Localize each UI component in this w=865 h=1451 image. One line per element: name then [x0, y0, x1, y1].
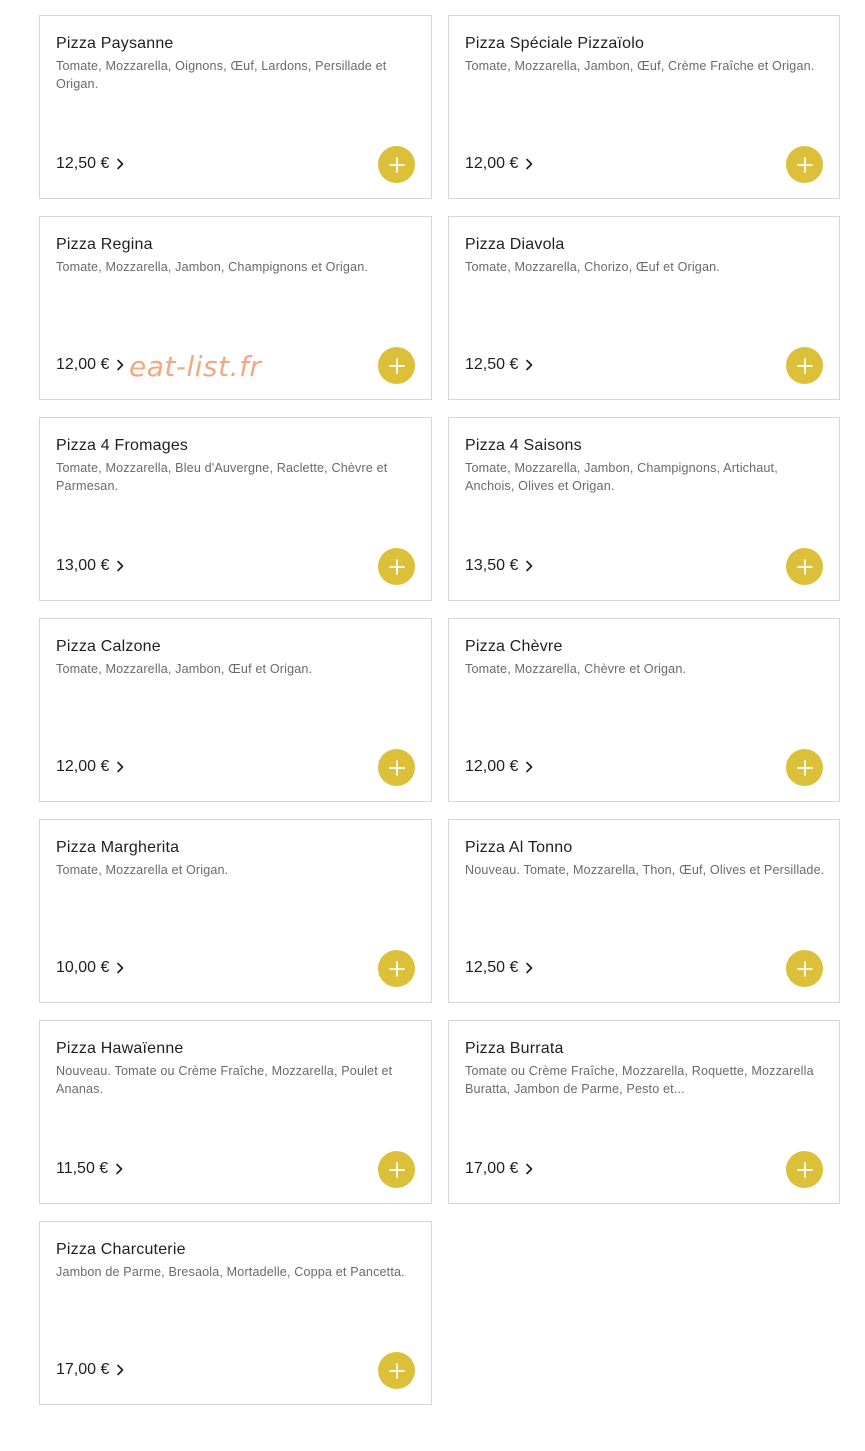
plus-icon	[796, 759, 814, 777]
menu-item-description: Jambon de Parme, Bresaola, Mortadelle, Coppa et Pancetta.	[56, 1265, 405, 1279]
chevron-right-icon	[113, 157, 127, 171]
menu-item-price-link[interactable]	[465, 155, 536, 173]
menu-item-description: Tomate, Mozzarella et Origan.	[56, 863, 229, 877]
add-to-cart-button[interactable]	[786, 347, 823, 384]
menu-item-description: Tomate, Mozzarella, Jambon, Œuf, Crème Fraîche et Origan.	[465, 59, 815, 73]
menu-item-name: Pizza Paysanne	[56, 35, 174, 52]
menu-item-price-link[interactable]	[56, 1160, 126, 1178]
menu-item-price-link[interactable]	[465, 557, 536, 575]
menu-item-description: Tomate ou Crème Fraîche, Mozzarella, Roquette, Mozzarella Buratta, Jambon de Parme, Pesto et...	[465, 1064, 814, 1096]
plus-icon	[796, 357, 814, 375]
menu-item-card[interactable]	[39, 819, 432, 1003]
menu-item-description: Tomate, Mozzarella, Jambon, Œuf et Origan.	[56, 662, 313, 676]
menu-item-price: 12,00 €	[465, 155, 519, 172]
menu-item-description: Tomate, Mozzarella, Jambon, Champignons, Artichaut, Anchois, Olives et Origan.	[465, 461, 778, 493]
plus-icon	[796, 1161, 814, 1179]
plus-icon	[388, 357, 406, 375]
menu-item-price-link[interactable]	[465, 959, 536, 977]
menu-item-card[interactable]	[39, 618, 432, 802]
chevron-right-icon	[113, 1363, 127, 1377]
plus-icon	[388, 156, 406, 174]
chevron-right-icon	[522, 157, 536, 171]
menu-grid	[39, 15, 840, 1405]
menu-item-name: Pizza Burrata	[465, 1040, 564, 1057]
add-to-cart-button[interactable]	[378, 347, 415, 384]
menu-item-name: Pizza Charcuterie	[56, 1241, 186, 1258]
add-to-cart-button[interactable]	[786, 1151, 823, 1188]
menu-item-price-link[interactable]	[56, 356, 127, 374]
menu-item-description: Nouveau. Tomate ou Crème Fraîche, Mozzarella, Poulet et Ananas.	[56, 1064, 393, 1096]
plus-icon	[796, 156, 814, 174]
menu-item-price: 10,00 €	[56, 959, 110, 976]
menu-item-price-link[interactable]	[56, 155, 127, 173]
menu-item-card[interactable]	[39, 15, 432, 199]
menu-item-card[interactable]	[39, 1221, 432, 1405]
watermark: eat-list.fr	[129, 350, 262, 383]
menu-item-name: Pizza Margherita	[56, 839, 180, 856]
menu-item-description: Tomate, Mozzarella, Chorizo, Œuf et Origan.	[465, 260, 720, 274]
menu-item-description: Tomate, Mozzarella, Oignons, Œuf, Lardons, Persillade et Origan.	[56, 59, 387, 91]
chevron-right-icon	[522, 358, 536, 372]
add-to-cart-button[interactable]	[378, 950, 415, 987]
menu-item-price: 13,50 €	[465, 557, 519, 574]
menu-item-price: 11,50 €	[56, 1160, 109, 1177]
chevron-right-icon	[113, 559, 127, 573]
add-to-cart-button[interactable]	[378, 749, 415, 786]
menu-item-name: Pizza Diavola	[465, 236, 565, 253]
menu-item-name: Pizza Hawaïenne	[56, 1040, 184, 1057]
add-to-cart-button[interactable]	[378, 548, 415, 585]
plus-icon	[388, 960, 406, 978]
menu-item-price-link[interactable]	[56, 959, 127, 977]
menu-item-card[interactable]	[448, 819, 840, 1003]
menu-item-card[interactable]	[448, 216, 840, 400]
menu-item-card[interactable]	[39, 417, 432, 601]
chevron-right-icon	[522, 961, 536, 975]
menu-item-price: 12,00 €	[56, 356, 110, 373]
plus-icon	[388, 1161, 406, 1179]
menu-item-price-link[interactable]	[56, 557, 127, 575]
plus-icon	[388, 759, 406, 777]
menu-item-price: 12,50 €	[465, 356, 519, 373]
menu-item-name: Pizza 4 Fromages	[56, 437, 189, 454]
chevron-right-icon	[113, 760, 127, 774]
add-to-cart-button[interactable]	[786, 950, 823, 987]
add-to-cart-button[interactable]	[378, 146, 415, 183]
add-to-cart-button[interactable]	[786, 749, 823, 786]
menu-item-description: Nouveau. Tomate, Mozzarella, Thon, Œuf, Olives et Persillade.	[465, 863, 825, 877]
menu-item-price: 17,00 €	[465, 1160, 519, 1177]
menu-item-name: Pizza Regina	[56, 236, 153, 253]
menu-item-price: 12,00 €	[56, 758, 110, 775]
menu-item-price: 13,00 €	[56, 557, 110, 574]
menu-item-price: 12,00 €	[465, 758, 519, 775]
chevron-right-icon	[522, 559, 536, 573]
menu-item-card[interactable]	[39, 1020, 432, 1204]
menu-item-name: Pizza Spéciale Pizzaïolo	[465, 35, 645, 52]
menu-item-price: 12,50 €	[465, 959, 519, 976]
menu-item-card[interactable]	[448, 1020, 840, 1204]
menu-item-description: Tomate, Mozzarella, Bleu d'Auvergne, Raclette, Chèvre et Parmesan.	[56, 461, 388, 493]
menu-item-price-link[interactable]	[56, 1361, 127, 1379]
menu-item-card[interactable]	[448, 618, 840, 802]
menu-item-price-link[interactable]	[56, 758, 127, 776]
chevron-right-icon	[113, 961, 127, 975]
menu-item-card[interactable]	[448, 417, 840, 601]
chevron-right-icon	[112, 1162, 126, 1176]
plus-icon	[388, 558, 406, 576]
chevron-right-icon	[113, 358, 127, 372]
menu-item-price-link[interactable]	[465, 1160, 536, 1178]
menu-item-card[interactable]	[448, 15, 840, 199]
add-to-cart-button[interactable]	[378, 1151, 415, 1188]
plus-icon	[388, 1362, 406, 1380]
plus-icon	[796, 960, 814, 978]
menu-item-name: Pizza 4 Saisons	[465, 437, 582, 454]
menu-item-name: Pizza Al Tonno	[465, 839, 573, 856]
menu-item-price: 12,50 €	[56, 155, 110, 172]
menu-item-description: Tomate, Mozzarella, Jambon, Champignons et Origan.	[56, 260, 368, 274]
menu-item-price: 17,00 €	[56, 1361, 110, 1378]
add-to-cart-button[interactable]	[378, 1352, 415, 1389]
menu-item-name: Pizza Chèvre	[465, 638, 563, 655]
chevron-right-icon	[522, 760, 536, 774]
menu-item-price-link[interactable]	[465, 356, 536, 374]
chevron-right-icon	[522, 1162, 536, 1176]
add-to-cart-button[interactable]	[786, 146, 823, 183]
add-to-cart-button[interactable]	[786, 548, 823, 585]
menu-item-name: Pizza Calzone	[56, 638, 161, 655]
plus-icon	[796, 558, 814, 576]
menu-item-price-link[interactable]	[465, 758, 536, 776]
menu-item-description: Tomate, Mozzarella, Chèvre et Origan.	[465, 662, 687, 676]
